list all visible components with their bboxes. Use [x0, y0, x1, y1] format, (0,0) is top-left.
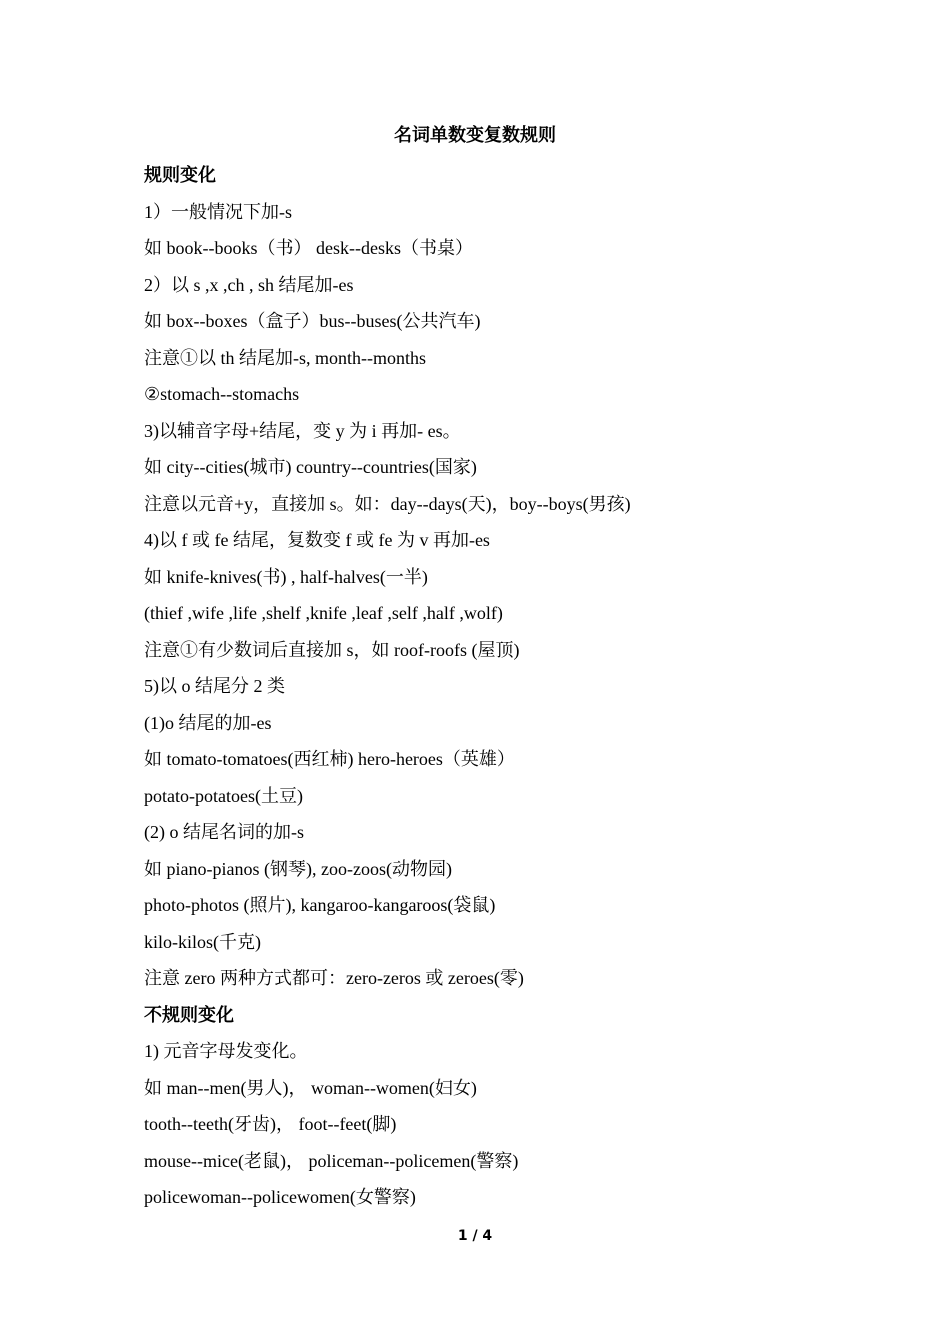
page-title: 名词单数变复数规则 — [394, 125, 556, 145]
text-line: 3)以辅音字母+结尾，变 y 为 i 再加- es。 — [144, 420, 461, 441]
text-line: 如 city--cities(城市) country--countries(国家) — [144, 457, 477, 477]
text-line: tooth--teeth(牙齿)， foot--feet(脚) — [144, 1114, 397, 1134]
section-heading: 不规则变化 — [144, 1004, 234, 1025]
text-line: 如 knife-knives(书) , half-halves(一半) — [144, 566, 428, 587]
text-line: 如 book--books（书） desk--desks（书桌） — [144, 238, 473, 258]
text-line: 如 tomato-tomatoes(西红柿) hero-heroes（英雄） — [144, 749, 515, 769]
text-line: potato-potatoes(土豆) — [144, 785, 303, 806]
text-line: 5)以 o 结尾分 2 类 — [144, 676, 285, 696]
text-line: (1)o 结尾的加-es — [144, 712, 272, 733]
text-line: 如 box--boxes（盒子）bus--buses(公共汽车) — [144, 311, 481, 331]
text-line: 注意以元音+y，直接加 s。如：day--days(天)，boy--boys(男孩) — [144, 493, 631, 514]
text-line: 4)以 f 或 fe 结尾，复数变 f 或 fe 为 v 再加-es — [144, 530, 490, 550]
text-line: 1）一般情况下加-s — [144, 201, 292, 222]
text-line: kilo-kilos(千克) — [144, 931, 261, 952]
text-line: ②stomach--stomachs — [144, 384, 300, 404]
text-line: 注意①有少数词后直接加 s，如 roof-roofs (屋顶) — [144, 639, 520, 660]
text-line: (2) o 结尾名词的加-s — [144, 822, 304, 842]
text-line: (thief ,wife ,life ,shelf ,knife ,leaf ,self ,half ,wolf) — [144, 603, 503, 623]
document-body — [144, 157, 844, 1216]
section-heading: 规则变化 — [144, 165, 216, 185]
page-number: 1 / 4 — [457, 1228, 493, 1244]
text-line: 如 man--men(男人)， woman--women(妇女) — [144, 1077, 477, 1098]
text-line: 注意 zero 两种方式都可：zero-zeros 或 zeroes(零) — [144, 968, 524, 988]
text-line: 1) 元音字母发变化。 — [144, 1041, 308, 1061]
text-line: 2）以 s ,x ,ch , sh 结尾加-es — [144, 274, 354, 295]
text-line: mouse--mice(老鼠)， policeman--policemen(警察) — [144, 1150, 519, 1171]
text-line: 注意①以 th 结尾加-s, month--months — [144, 347, 426, 368]
text-line: policewoman--policewomen(女警察) — [144, 1187, 416, 1207]
text-line: photo-photos (照片), kangaroo-kangaroos(袋鼠) — [144, 895, 496, 915]
text-line: 如 piano-pianos (钢琴), zoo-zoos(动物园) — [144, 858, 452, 879]
